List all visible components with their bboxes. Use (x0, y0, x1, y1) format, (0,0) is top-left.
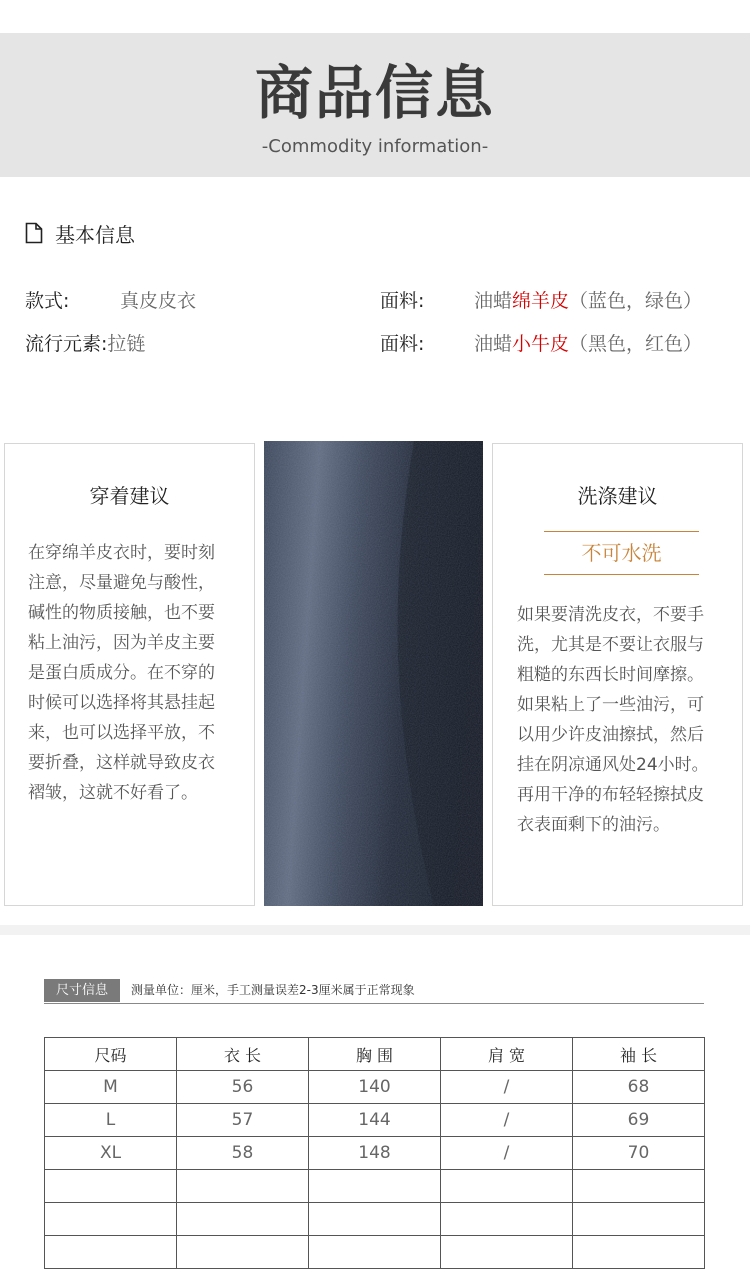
table-cell: L (45, 1104, 177, 1137)
attr-trend-label: 流行元素: (25, 333, 108, 355)
table-cell (45, 1236, 177, 1269)
table-cell: 70 (573, 1137, 705, 1170)
table-cell: M (45, 1071, 177, 1104)
size-info-note: 测量单位：厘米，手工测量误差2-3厘米属于正常现象 (131, 983, 415, 997)
wear-line: 在穿绵羊皮衣时，要时刻 (28, 543, 215, 563)
size-table-header (45, 1038, 705, 1071)
attr-style-label: 款式: (25, 290, 70, 312)
table-cell: 140 (309, 1071, 441, 1104)
table-cell (441, 1170, 573, 1203)
table-cell (177, 1236, 309, 1269)
wear-line: 是蛋白质成分。在不穿的 (28, 663, 215, 683)
wear-line: 要折叠，这样就导致皮衣 (28, 753, 215, 773)
attr-trend-value: 拉链 (107, 333, 146, 355)
table-row (45, 1170, 705, 1203)
wash-line: 以用少许皮油擦拭，然后 (517, 725, 704, 745)
table-cell (177, 1203, 309, 1236)
table-cell (45, 1170, 177, 1203)
wear-advice-text (28, 538, 243, 808)
attr-style (25, 288, 69, 314)
table-cell (573, 1170, 705, 1203)
table-row (45, 1137, 705, 1170)
size-info-heading (44, 979, 704, 1004)
table-cell (441, 1203, 573, 1236)
size-info-tag: 尺寸信息 (44, 979, 120, 1002)
fabric-2-highlight: 小牛皮 (512, 333, 570, 355)
header-cell: 胸 围 (309, 1038, 441, 1071)
wash-line: 如果粘上了一些油污，可 (517, 695, 704, 715)
basic-info-heading (25, 218, 135, 248)
wash-line: 如果要清洗皮衣，不要手 (517, 605, 704, 625)
fabric-2-colors: （黑色，红色） (569, 333, 703, 355)
attr-fabric-2-label: 面料: (380, 333, 425, 355)
table-cell: 68 (573, 1071, 705, 1104)
wear-line: 褶皱，这就不好看了。 (28, 783, 198, 803)
table-cell: 144 (309, 1104, 441, 1137)
wear-line: 碱性的物质接触，也不要 (28, 603, 215, 623)
basic-info-title: 基本信息 (55, 222, 135, 247)
wear-line: 来，也可以选择平放，不 (28, 723, 215, 743)
table-cell (573, 1236, 705, 1269)
page-subtitle: -Commodity information- (261, 136, 489, 157)
table-cell (177, 1170, 309, 1203)
table-row (45, 1104, 705, 1137)
fabric-1-highlight: 绵羊皮 (512, 290, 570, 312)
table-cell: XL (45, 1137, 177, 1170)
attr-style-value: 真皮皮衣 (120, 290, 197, 312)
attr-trend (25, 331, 145, 357)
table-cell: 148 (309, 1137, 441, 1170)
table-cell (309, 1170, 441, 1203)
table-cell: 58 (177, 1137, 309, 1170)
table-cell (309, 1236, 441, 1269)
section-divider (0, 925, 750, 935)
table-cell: 69 (573, 1104, 705, 1137)
size-table (44, 1037, 705, 1269)
fabric-2-prefix: 油蜡 (474, 333, 513, 355)
header-cell: 衣 长 (177, 1038, 309, 1071)
table-cell: / (441, 1104, 573, 1137)
wear-advice-title: 穿着建议 (89, 484, 170, 508)
header-cell: 肩 宽 (441, 1038, 573, 1071)
table-cell (309, 1203, 441, 1236)
header-cell: 袖 长 (573, 1038, 705, 1071)
wash-line: 衣表面剩下的油污。 (517, 815, 670, 835)
no-water-wash-label: 不可水洗 (581, 541, 662, 565)
wash-advice-title: 洗涤建议 (577, 484, 658, 508)
table-row (45, 1203, 705, 1236)
wash-line: 粗糙的东西长时间摩擦。 (517, 665, 704, 685)
attr-fabric-1-label: 面料: (380, 290, 425, 312)
wash-advice-card (492, 443, 743, 906)
wear-advice-card (4, 443, 255, 906)
leather-texture-photo (264, 441, 483, 906)
wash-line: 洗，尤其是不要让衣服与 (517, 635, 704, 655)
no-water-wash-badge (544, 531, 699, 575)
table-cell: 56 (177, 1071, 309, 1104)
document-icon (25, 222, 43, 244)
attr-fabric-2-label-wrap (380, 331, 424, 357)
fabric-1-prefix: 油蜡 (474, 290, 513, 312)
header-cell: 尺码 (45, 1038, 177, 1071)
wear-line: 注意，尽量避免与酸性， (28, 573, 215, 593)
wash-line: 挂在阴凉通风处24小时。 (517, 755, 709, 775)
wash-line: 再用干净的布轻轻擦拭皮 (517, 785, 704, 805)
attr-fabric-1-label-wrap (380, 288, 424, 314)
table-cell: / (441, 1071, 573, 1104)
table-cell: 57 (177, 1104, 309, 1137)
table-cell (441, 1236, 573, 1269)
table-cell: / (441, 1137, 573, 1170)
page-title: 商品信息 (254, 59, 495, 127)
attr-style-value-wrap (120, 288, 196, 314)
table-cell (45, 1203, 177, 1236)
attr-fabric-1 (474, 288, 702, 314)
fabric-1-colors: （蓝色，绿色） (569, 290, 703, 312)
table-row (45, 1236, 705, 1269)
wear-line: 粘上油污，因为羊皮主要 (28, 633, 215, 653)
table-row (45, 1071, 705, 1104)
attr-fabric-2 (474, 331, 702, 357)
header-banner (0, 33, 750, 177)
wear-line: 时候可以选择将其悬挂起 (28, 693, 215, 713)
wash-advice-text (517, 600, 732, 840)
table-cell (573, 1203, 705, 1236)
